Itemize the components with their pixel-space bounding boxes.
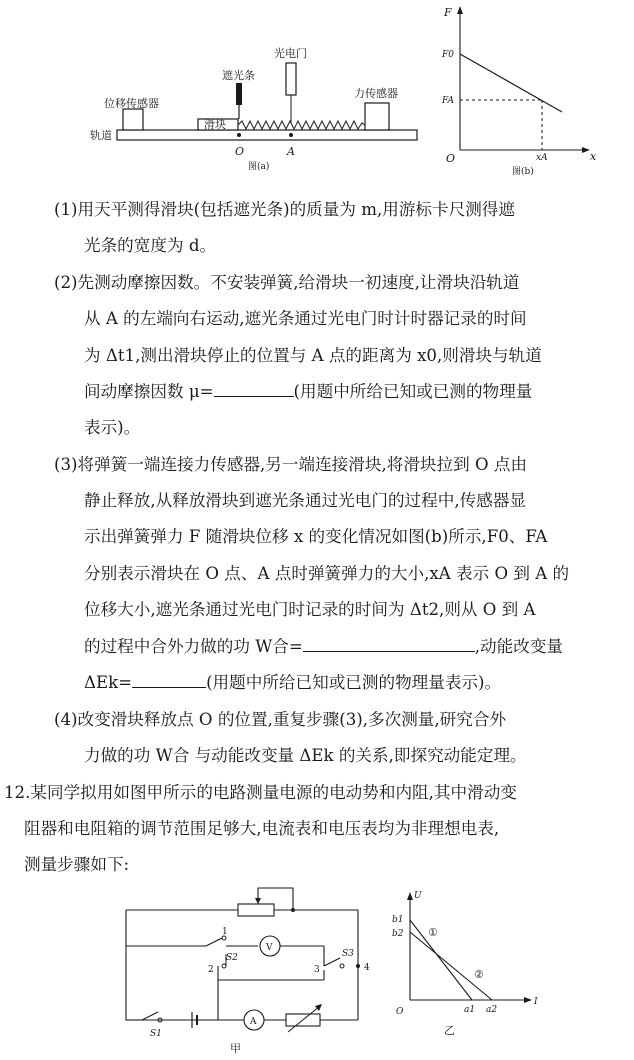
fig-b-caption: 图(b) bbox=[512, 167, 534, 176]
q2-line1: (2)先测动摩擦因数。不安装弹簧,给滑块一初速度,让滑块沿轨道 bbox=[54, 273, 520, 292]
switch-s1: S1 bbox=[150, 1029, 162, 1039]
q2-line4 bbox=[84, 378, 532, 402]
q3-line6-a: 的过程中合外力做的功 W合= bbox=[84, 637, 303, 656]
q3-line5: 位移大小,遮光条通过光电门时记录的时间为 Δt2,则从 O 到 A bbox=[84, 600, 536, 619]
q3-line1: (3)将弹簧一端连接力传感器,另一端连接滑块,将滑块拉到 O 点由 bbox=[54, 455, 528, 474]
node-4: 4 bbox=[364, 963, 370, 973]
ek-answer-blank[interactable] bbox=[132, 669, 206, 688]
f0-label: F0 bbox=[442, 50, 454, 60]
gate-label: 光电门 bbox=[274, 47, 307, 60]
q1-line2: 光条的宽度为 d。 bbox=[84, 236, 217, 255]
q3-line7-a: ΔEk= bbox=[84, 673, 133, 692]
b2-label: b2 bbox=[392, 929, 404, 939]
point-o-label: O bbox=[235, 145, 245, 158]
force-line bbox=[460, 54, 562, 112]
figure-yi-graph bbox=[388, 880, 548, 1040]
right-sensor bbox=[365, 103, 389, 130]
voltmeter-label: V bbox=[266, 943, 273, 953]
line-1-marker: ① bbox=[428, 926, 438, 939]
figure-b bbox=[440, 2, 600, 176]
yi-origin: O bbox=[396, 1007, 404, 1017]
figure-a bbox=[90, 35, 420, 175]
q12-line3: 测量步骤如下: bbox=[24, 855, 130, 874]
q12-line2: 阻器和电阻箱的调节范围足够大,电流表和电压表均为非理想电表, bbox=[24, 819, 500, 838]
q1-line1: (1)用天平测得滑块(包括遮光条)的质量为 m,用游标卡尺测得遮 bbox=[54, 200, 515, 219]
fa-label: FA bbox=[442, 96, 454, 106]
node-2: 2 bbox=[208, 965, 214, 975]
spring bbox=[238, 121, 365, 129]
q2-line4-a: 间动摩擦因数 μ= bbox=[84, 382, 214, 401]
switch-s2: S2 bbox=[226, 953, 238, 963]
q3-line7-b: (用题中所给已知或已测的物理量表示)。 bbox=[206, 673, 502, 692]
shade-strip bbox=[236, 83, 242, 105]
a1-label: a1 bbox=[464, 1005, 476, 1015]
track bbox=[117, 130, 417, 140]
shade-label: 遮光条 bbox=[222, 69, 255, 82]
switch-s3: S3 bbox=[342, 949, 354, 959]
q12-line1: 12.某同学拟用如图甲所示的电路测量电源的电动势和内阻,其中滑动变 bbox=[4, 783, 517, 802]
rheostat bbox=[238, 904, 274, 916]
q4-line1: (4)改变滑块释放点 O 的位置,重复步骤(3),多次测量,研究合外 bbox=[54, 710, 507, 729]
figure-jia-circuit bbox=[118, 880, 380, 1058]
q2-line2: 从 A 的左端向右运动,遮光条通过光电门时计时器记录的时间 bbox=[84, 309, 527, 328]
fig-yi-caption: 乙 bbox=[444, 1024, 455, 1037]
left-sensor bbox=[123, 109, 143, 130]
b1-label: b1 bbox=[392, 915, 404, 925]
mu-answer-blank[interactable] bbox=[214, 378, 294, 397]
photogate bbox=[286, 63, 296, 95]
graph-line-1 bbox=[410, 920, 472, 1000]
right-sensor-label: 力传感器 bbox=[354, 87, 398, 100]
line-2-marker: ② bbox=[474, 968, 484, 981]
q3-line6 bbox=[84, 633, 563, 657]
point-a-label: A bbox=[287, 145, 295, 158]
q2-line4-b: (用题中所给已知或已测的物理量 bbox=[293, 382, 533, 401]
node-3: 3 bbox=[314, 965, 320, 975]
node-1: 1 bbox=[222, 927, 228, 937]
axis-u-label: U bbox=[414, 891, 422, 901]
q3-line3: 示出弹簧弹力 F 随滑块位移 x 的变化情况如图(b)所示,F0、FA bbox=[84, 527, 548, 546]
q2-line5: 表示)。 bbox=[84, 418, 141, 437]
axis-f-label: F bbox=[444, 6, 452, 19]
work-answer-blank[interactable] bbox=[303, 633, 475, 652]
fig-jia-caption: 甲 bbox=[230, 1042, 241, 1055]
slider-label: 滑块 bbox=[204, 118, 226, 131]
q3-line4: 分别表示滑块在 O 点、A 点时弹簧弹力的大小,xA 表示 O 到 A 的 bbox=[84, 564, 570, 583]
track-label: 轨道 bbox=[90, 129, 112, 142]
q3-line6-b: ,动能改变量 bbox=[474, 637, 564, 656]
q3-line7 bbox=[84, 669, 501, 693]
fig-a-caption: 图(a) bbox=[248, 162, 270, 172]
q4-line2: 力做的功 W合 与动能改变量 ΔEk 的关系,即探究动能定理。 bbox=[84, 746, 527, 765]
graph-line-2 bbox=[410, 932, 492, 1000]
left-sensor-label: 位移传感器 bbox=[104, 97, 159, 110]
axis-i-label: I bbox=[534, 997, 538, 1007]
a2-label: a2 bbox=[486, 1005, 498, 1015]
ammeter-label: A bbox=[250, 1017, 257, 1027]
q3-line2: 静止释放,从释放滑块到遮光条通过光电门的过程中,传感器显 bbox=[84, 491, 526, 510]
axis-x-label: x bbox=[590, 150, 597, 163]
xa-label: xA bbox=[536, 153, 548, 163]
origin-label: O bbox=[446, 152, 456, 165]
q2-line3: 为 Δt1,测出滑块停止的位置与 A 点的距离为 x0,则滑块与轨道 bbox=[84, 346, 542, 365]
